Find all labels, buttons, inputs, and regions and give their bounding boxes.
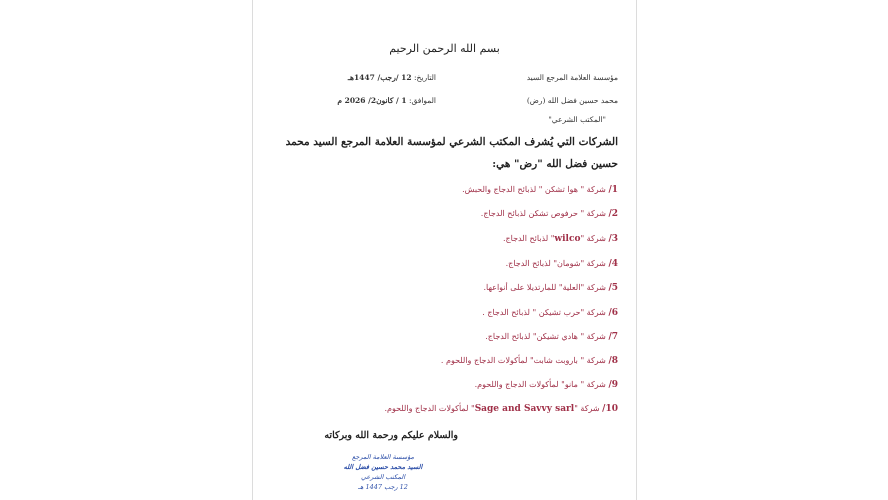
date-hijri-label: التاريخ: — [414, 73, 436, 82]
list-item: 6/ شركة "حرب تشيكن " لذبائح الدجاج . — [482, 308, 618, 318]
list-item: 5/ شركة "العلية" للمارتديلا على أنواعها. — [483, 283, 618, 293]
header-org-line3: "المكتب الشرعي" — [548, 115, 606, 124]
document-page — [252, 0, 637, 500]
list-item: 4/ شركة "شومان" لذبائح الدجاج. — [505, 259, 618, 269]
list-item: 7/ شركة " هادي تشيكن" لذبائح الدجاج. — [485, 332, 618, 342]
closing-salutation: والسلام عليكم ورحمة الله وبركاته — [324, 430, 458, 441]
date-greg-value: 1 / كانون2/ 2026 م — [337, 96, 407, 105]
list-item: 3/ شركة "wilco" لذبائح الدجاج. — [502, 234, 618, 244]
date-greg-label: الموافق: — [408, 96, 436, 105]
header-org-line2: محمد حسين فضل الله (رض) — [526, 96, 618, 105]
basmala-heading: بسم الله الرحمن الرحيم — [389, 42, 500, 55]
list-item: 8/ شركة " باروبت شابت" لمأكولات الدجاج واللحوم . — [440, 356, 618, 366]
date-hijri-value: 12 /رجب/ 1447هـ — [347, 73, 412, 82]
date-hijri — [348, 73, 436, 82]
list-item: 2/ شركة " حرفوص تشكن لذبائح الدجاج. — [480, 209, 618, 219]
intro-line-2: حسين فضل الله "رض" هي: — [492, 158, 618, 170]
signature-stamp: مؤسسة العلامة المرجع السيد محمد حسين فضل الله المكتب الشرعي 12 رجب 1447 هـ — [343, 453, 423, 491]
list-item: 9/ شركة " مانو" لمأكولات الدجاج واللحوم. — [474, 380, 618, 390]
intro-line-1: الشركات التي يُشرف المكتب الشرعي لمؤسسة العلامة المرجع السيد محمد — [285, 136, 618, 148]
header-org-line1: مؤسسة العلامة المرجع السيد — [526, 73, 618, 82]
list-item: 10/ شركة "Sage and Savvy sarl" لمأكولات الدجاج واللحوم. — [384, 404, 618, 414]
list-item: 1/ شركة " هوا تشكن " لذبائح الدجاج والحبش. — [462, 185, 618, 195]
date-gregorian — [337, 96, 436, 105]
